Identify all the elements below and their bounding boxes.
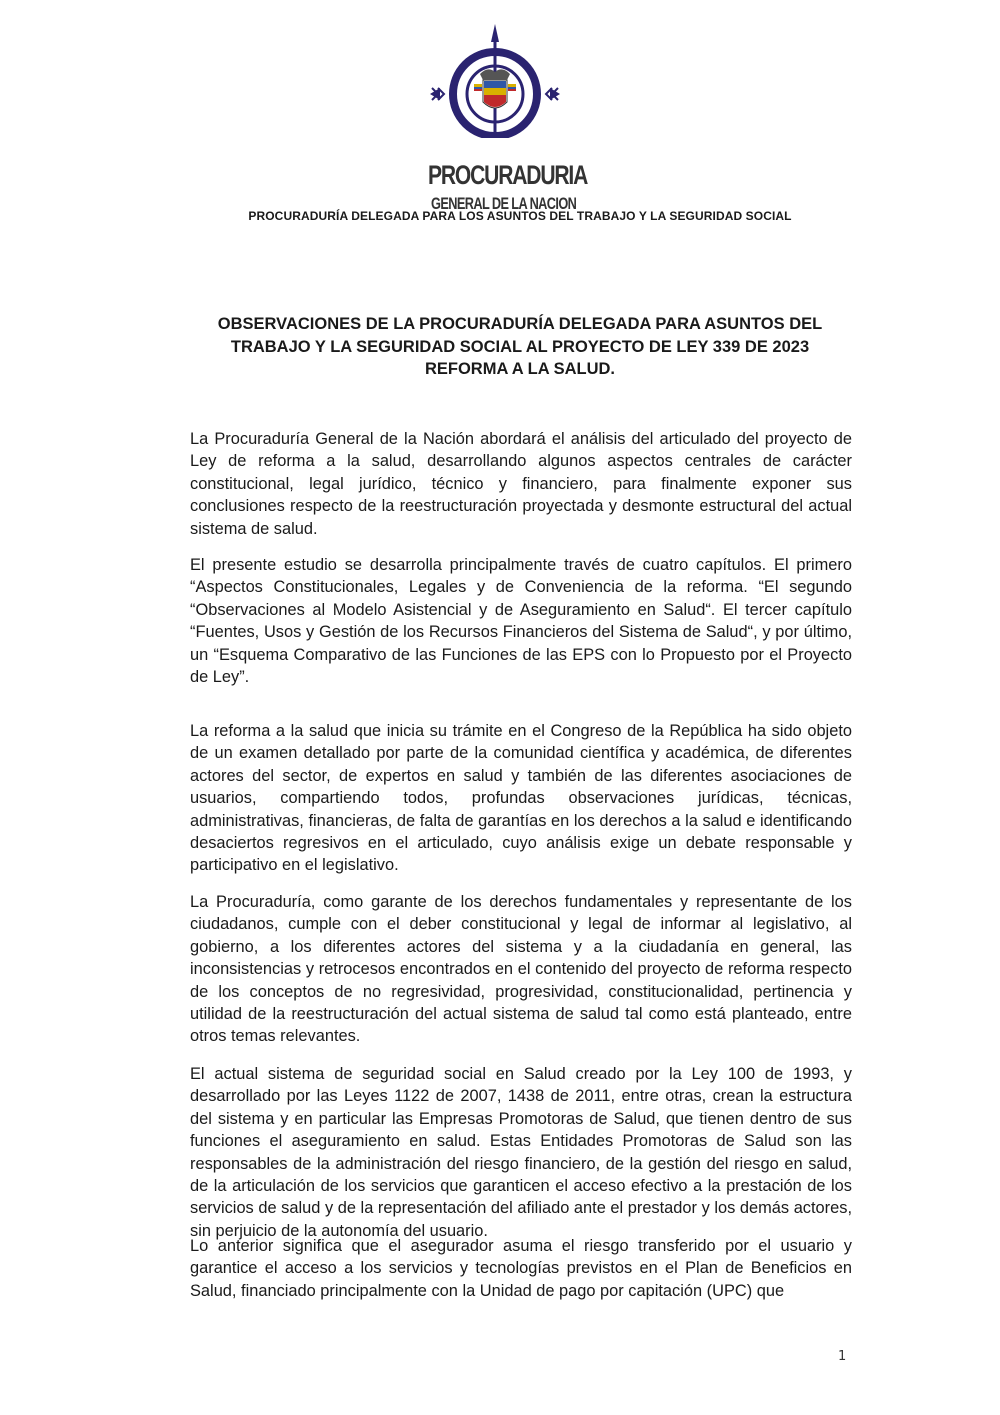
- paragraph-text: La Procuraduría General de la Nación abordará el análisis del articulado del proyecto de Ley de reforma a la salud, desarrollando algunos aspectos centrales de carácter constitucional, legal jurídico, técnico y financiero, para finalmente exponer sus conclusiones respecto de la reestructuración proyectada y desmonte estructural del actual sistema de salud.: [190, 430, 852, 538]
- paragraph-6: [190, 1235, 852, 1302]
- title-line: REFORMA A LA SALUD.: [424, 360, 616, 378]
- paragraph-text: Lo anterior significa que el asegurador asuma el riesgo transferido por el usuario y garantice el acceso a los servicios y tecnologías previstos en el Plan de Beneficios en Salud, financiado principalmente con la Unidad de pago por capitación (UPC) que: [190, 1237, 852, 1300]
- page-number: 1: [838, 1349, 847, 1364]
- paragraph-text: El actual sistema de seguridad social en Salud creado por la Ley 100 de 1993, y desarrollado por las Leyes 1122 de 2007, 1438 de 2011, entre otras, crean la estructura del sistema y en particular las Empresas Promotoras de Salud, que tienen dentro de sus funciones el aseguramiento en salud. Estas Entidades Promotoras de Salud son las responsables de la administración del riesgo financiero, de la gestión del riesgo en salud, de la articulación de los servicios que garanticen el acceso efectivo a la prestación de los servicios de salud y de la representación del afiliado ante el prestador y los demás actores, sin perjuicio de la autonomía del usuario.: [190, 1065, 852, 1240]
- logo-subtitle: GENERAL DE LA NACION: [431, 194, 577, 213]
- paragraph-text: La reforma a la salud que inicia su trámite en el Congreso de la República ha sido objeto de un examen detallado por parte de la comunidad científica y académica, de diferentes actores del sector, de expertos en salud y también de las diferentes asociaciones de usuarios, compartiendo todos, profundas observaciones jurídicas, técnicas, administrativas, financieras, de falta de garantías en los derechos a la salud e identificando desaciertos regresivos en el articulado, cuyo análisis exige un debate responsable y participativo en el legislativo.: [190, 722, 852, 875]
- paragraph-1: [190, 428, 852, 540]
- procuraduria-logo: [428, 22, 588, 213]
- logo-name: PROCURADURIA: [428, 160, 588, 190]
- paragraph-text: El presente estudio se desarrolla principalmente través de cuatro capítulos. El primero “Aspectos Constitucionales, Legales y de Conveniencia de la reforma. “El segundo “Observaciones al Modelo Asistencial y de Aseguramiento en Salud“. El tercer capítulo “Fuentes, Usos y Gestión de los Recursos Financieros del Sistema de Salud“, y por último, un “Esquema Comparativo de las Funciones de las EPS con lo Propuesto por el Proyecto de Ley”.: [190, 556, 852, 687]
- logo-emblem: [428, 22, 562, 138]
- title-line: TRABAJO Y LA SEGURIDAD SOCIAL AL PROYECTO DE LEY 339 DE 2023: [230, 337, 810, 356]
- document-title: [180, 313, 860, 381]
- paragraph-3: [190, 720, 852, 877]
- paragraph-5: [190, 1063, 852, 1242]
- paragraph-4: [190, 891, 852, 1048]
- paragraph-2: [190, 554, 852, 688]
- title-line: OBSERVACIONES DE LA PROCURADURÍA DELEGADA PARA ASUNTOS DEL: [217, 315, 823, 333]
- paragraph-text: La Procuraduría, como garante de los derechos fundamentales y representante de los ciudadanos, cumple con el deber constitucional y legal de informar al legislativo, al gobierno, a los diferentes actores del sistema y a la ciudadanía en general, las inconsistencias y retrocesos encontrados en el contenido del proyecto de reforma respecto de los conceptos de no regresividad, progresividad, constitucionalidad, pertinencia y utilidad de la reestructuración del actual sistema de salud tal como está planteado, entre otros temas relevantes.: [190, 893, 852, 1046]
- department-header: PROCURADURÍA DELEGADA PARA LOS ASUNTOS DEL TRABAJO Y LA SEGURIDAD SOCIAL: [248, 209, 792, 223]
